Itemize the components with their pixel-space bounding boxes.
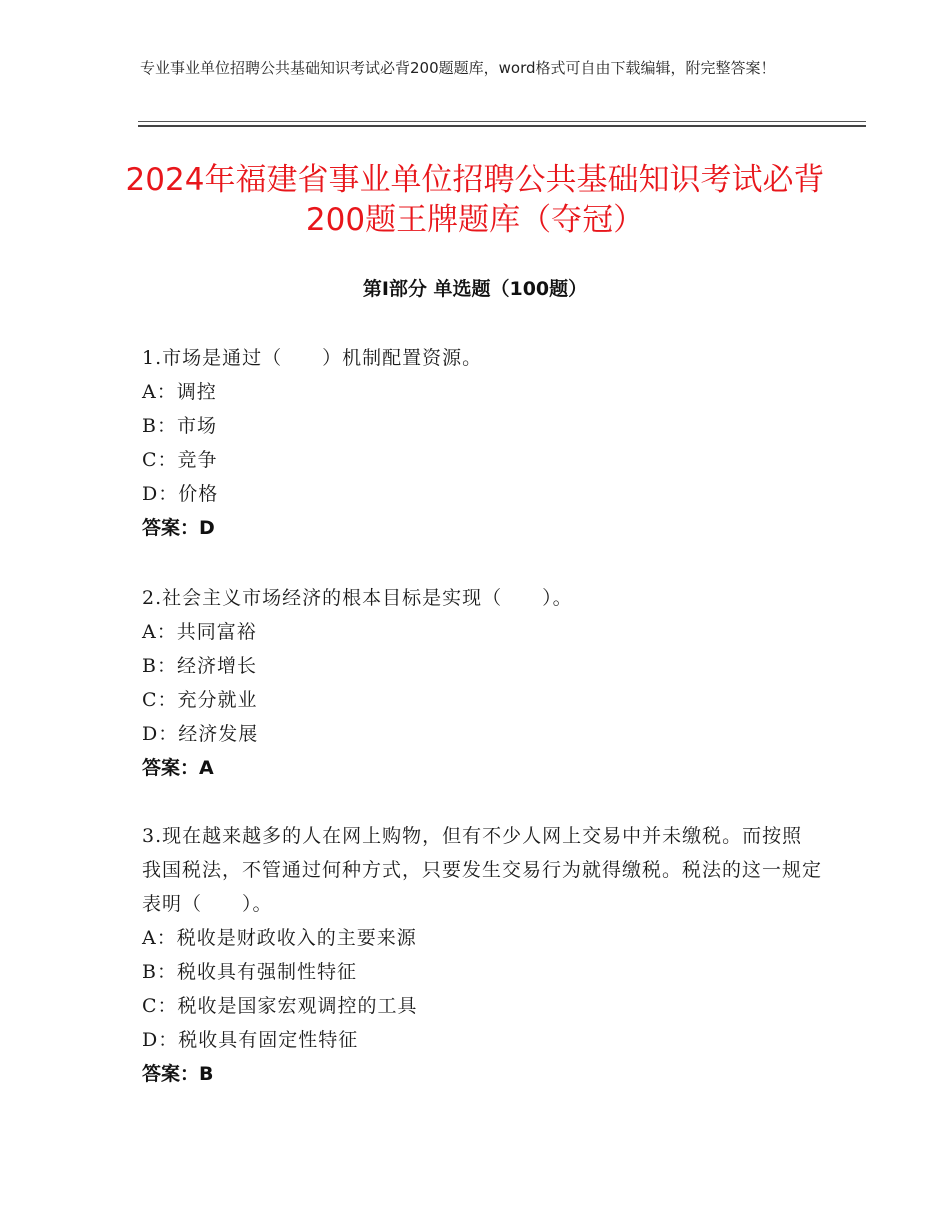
option-a: A：共同富裕 [142,621,257,643]
option-a: A：税收是财政收入的主要来源 [142,927,417,949]
section-heading: 第I部分 单选题（100题） [362,278,588,300]
question-stem: 1.市场是通过（ ）机制配置资源。 [142,347,483,369]
option-b: B：税收具有强制性特征 [142,961,357,983]
option-b: B：市场 [142,415,217,437]
option-d: D：经济发展 [142,723,259,745]
document-title: 2024年福建省事业单位招聘公共基础知识考试必背200题王牌题库（夺冠） [125,162,825,238]
option-b: B：经济增长 [142,655,257,677]
header-note: 专业事业单位招聘公共基础知识考试必背200题题库，word格式可自由下载编辑，附完整答案！ [140,59,776,77]
question-stem: 2.社会主义市场经济的根本目标是实现（ ）。 [142,587,573,609]
option-a: A：调控 [142,381,217,403]
option-c: C：税收是国家宏观调控的工具 [142,995,418,1017]
option-c: C：充分就业 [142,689,258,711]
option-d: D：价格 [142,483,219,505]
header-rule-thick [138,125,866,127]
question-stem: 3.现在越来越多的人在网上购物，但有不少人网上交易中并未缴税。而按照我国税法，不管通过何种方式，只要发生交易行为就得缴税。税法的这一规定表明（ ）。 [142,825,823,915]
answer: 答案：A [142,757,214,779]
question-3 [142,819,822,1091]
question-2 [142,581,822,785]
question-1 [142,341,822,545]
answer: 答案：D [142,517,215,539]
option-c: C：竞争 [142,449,218,471]
answer: 答案：B [142,1063,214,1085]
header-rule-thin [138,121,866,122]
option-d: D：税收具有固定性特征 [142,1029,359,1051]
